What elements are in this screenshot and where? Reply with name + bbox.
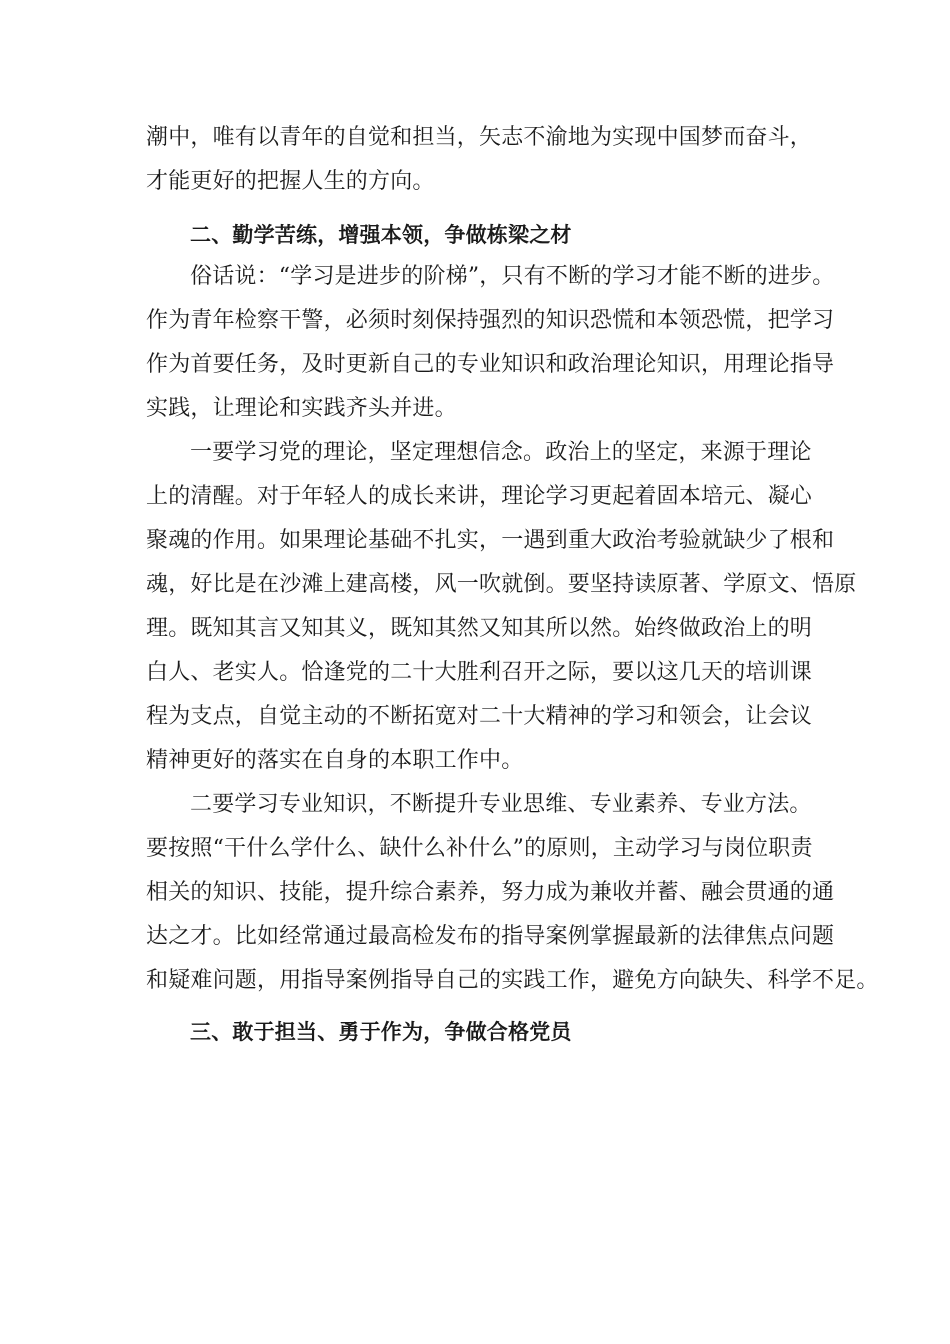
- paragraph-line: 作为首要任务，及时更新自己的专业知识和政治理论知识，用理论指导: [146, 352, 835, 377]
- paragraph-line: 达之才。比如经常通过最高检发布的指导案例掌握最新的法律焦点问题: [146, 924, 835, 949]
- paragraph-line: 实践，让理论和实践齐头并进。: [146, 396, 457, 421]
- paragraph-line: 二要学习专业知识，不断提升专业思维、专业素养、专业方法。: [190, 792, 812, 817]
- paragraph-line: 白人、老实人。恰逢党的二十大胜利召开之际，要以这几天的培训课: [146, 660, 813, 685]
- paragraph-line: 俗话说：“学习是进步的阶梯”，只有不断的学习才能不断的进步。: [190, 264, 835, 289]
- paragraph-line: 程为支点，自觉主动的不断拓宽对二十大精神的学习和领会，让会议: [146, 704, 813, 729]
- paragraph-line: 作为青年检察干警，必须时刻保持强烈的知识恐慌和本领恐慌，把学习: [146, 308, 835, 333]
- paragraph-line: 潮中，唯有以青年的自觉和担当，矢志不渝地为实现中国梦而奋斗，: [146, 125, 813, 150]
- paragraph-line: 上的清醒。对于年轻人的成长来讲，理论学习更起着固本培元、凝心: [146, 484, 813, 509]
- paragraph-line: 理。既知其言又知其义，既知其然又知其所以然。始终做政治上的明: [146, 616, 813, 641]
- paragraph-line: 聚魂的作用。如果理论基础不扎实，一遇到重大政治考验就缺少了根和: [146, 528, 835, 553]
- paragraph-line: 一要学习党的理论，坚定理想信念。政治上的坚定，来源于理论: [190, 440, 812, 465]
- paragraph-line: 魂，好比是在沙滩上建高楼，风一吹就倒。要坚持读原著、学原文、悟原: [146, 572, 857, 597]
- paragraph-line: 要按照“干什么学什么、缺什么补什么”的原则，主动学习与岗位职责: [146, 836, 813, 861]
- paragraph-line: 精神更好的落实在自身的本职工作中。: [146, 748, 524, 773]
- paragraph-line: 相关的知识、技能，提升综合素养，努力成为兼收并蓄、融会贯通的通: [146, 880, 835, 905]
- section-heading-3: 三、敢于担当、勇于作为，争做合格党员: [190, 1020, 572, 1044]
- paragraph-line: 才能更好的把握人生的方向。: [146, 169, 435, 194]
- paragraph-line: 和疑难问题，用指导案例指导自己的实践工作，避免方向缺失、科学不足。: [146, 968, 879, 993]
- section-heading-2: 二、勤学苦练，增强本领，争做栋梁之材: [190, 223, 572, 247]
